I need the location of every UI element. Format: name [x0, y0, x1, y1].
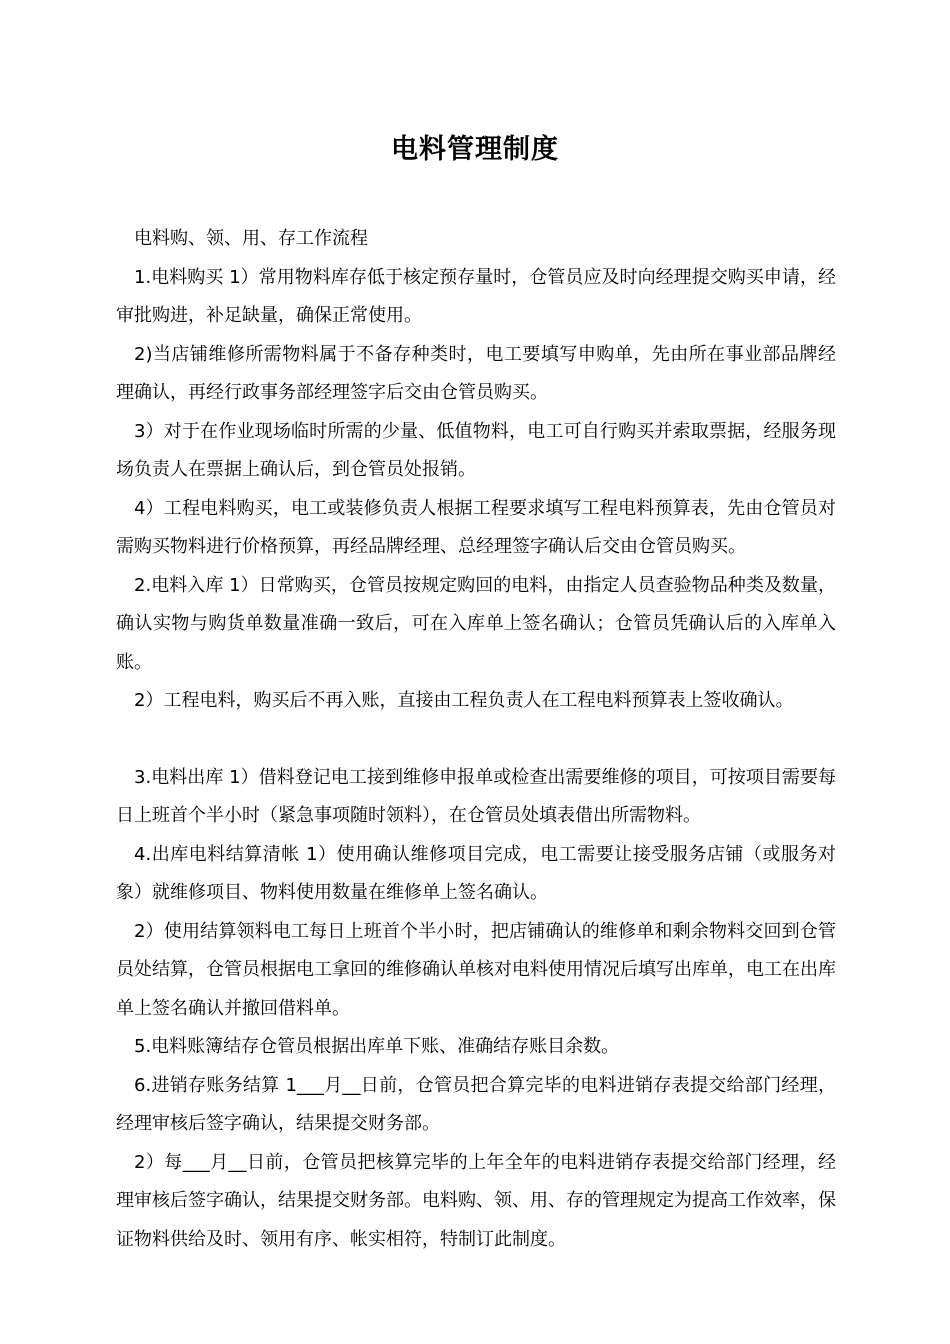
paragraph-accounting-1: 6.进销存账务结算 1___月__日前，仓管员把合算完毕的电料进销存表提交给部门经理，经理审核后签字确认，结果提交财务部。 — [116, 1074, 836, 1134]
paragraph-settlement-2: 2）使用结算领料电工每日上班首个半小时，把店铺确认的维修单和剩余物料交回到仓管员处结算，仓管员根据电工拿回的维修确认单核对电料使用情况后填写出库单，电工在出库单上签名确认并撤回借料单。 — [116, 920, 836, 1019]
paragraph-purchase-1: 1.电料购买 1）常用物料库存低于核定预存量时，仓管员应及时向经理提交购买申请，经审批购进，补足缺量，确保正常使用。 — [116, 266, 836, 326]
paragraph-purchase-4: 4）工程电料购买，电工或装修负责人根据工程要求填写工程电料预算表，先由仓管员对需购买物料进行价格预算，再经品牌经理、总经理签字确认后交由仓管员购买。 — [116, 497, 836, 557]
paragraph-storage-1: 2.电料入库 1）日常购买，仓管员按规定购回的电料，由指定人员查验物品种类及数量，确认实物与购货单数量准确一致后，可在入库单上签名确认；仓管员凭确认后的入库单入账。 — [116, 574, 836, 673]
document-body — [116, 220, 836, 1259]
paragraph-accounting-2: 2）每___月__日前，仓管员把核算完毕的上年全年的电料进销存表提交给部门经理，经理审核后签字确认，结果提交财务部。电料购、领、用、存的管理规定为提高工作效率，保证物料供给及时、领用有序、帐实相符，特制订此制度。 — [116, 1151, 836, 1250]
paragraph-purchase-2: 2)当店铺维修所需物料属于不备存种类时，电工要填写申购单，先由所在事业部品牌经理确认，再经行政事务部经理签字后交由仓管员购买。 — [116, 343, 836, 403]
document-title: 电料管理制度 — [391, 134, 559, 165]
paragraph-outbound-1: 3.电料出库 1）借料登记电工接到维修申报单或检查出需要维修的项目，可按项目需要每日上班首个半小时（紧急事项随时领料），在仓管员处填表借出所需物料。 — [116, 766, 836, 826]
paragraph-intro: 电料购、领、用、存工作流程 — [134, 228, 368, 249]
paragraph-storage-2: 2）工程电料，购买后不再入账，直接由工程负责人在工程电料预算表上签收确认。 — [134, 690, 794, 711]
paragraph-ledger: 5.电料账簿结存仓管员根据出库单下账、准确结存账目余数。 — [134, 1036, 620, 1057]
paragraph-purchase-3: 3）对于在作业现场临时所需的少量、低值物料，电工可自行购买并索取票据，经服务现场负责人在票据上确认后，到仓管员处报销。 — [116, 420, 836, 480]
paragraph-settlement-1: 4.出库电料结算清帐 1）使用确认维修项目完成，电工需要让接受服务店铺（或服务对象）就维修项目、物料使用数量在维修单上签名确认。 — [116, 843, 836, 903]
